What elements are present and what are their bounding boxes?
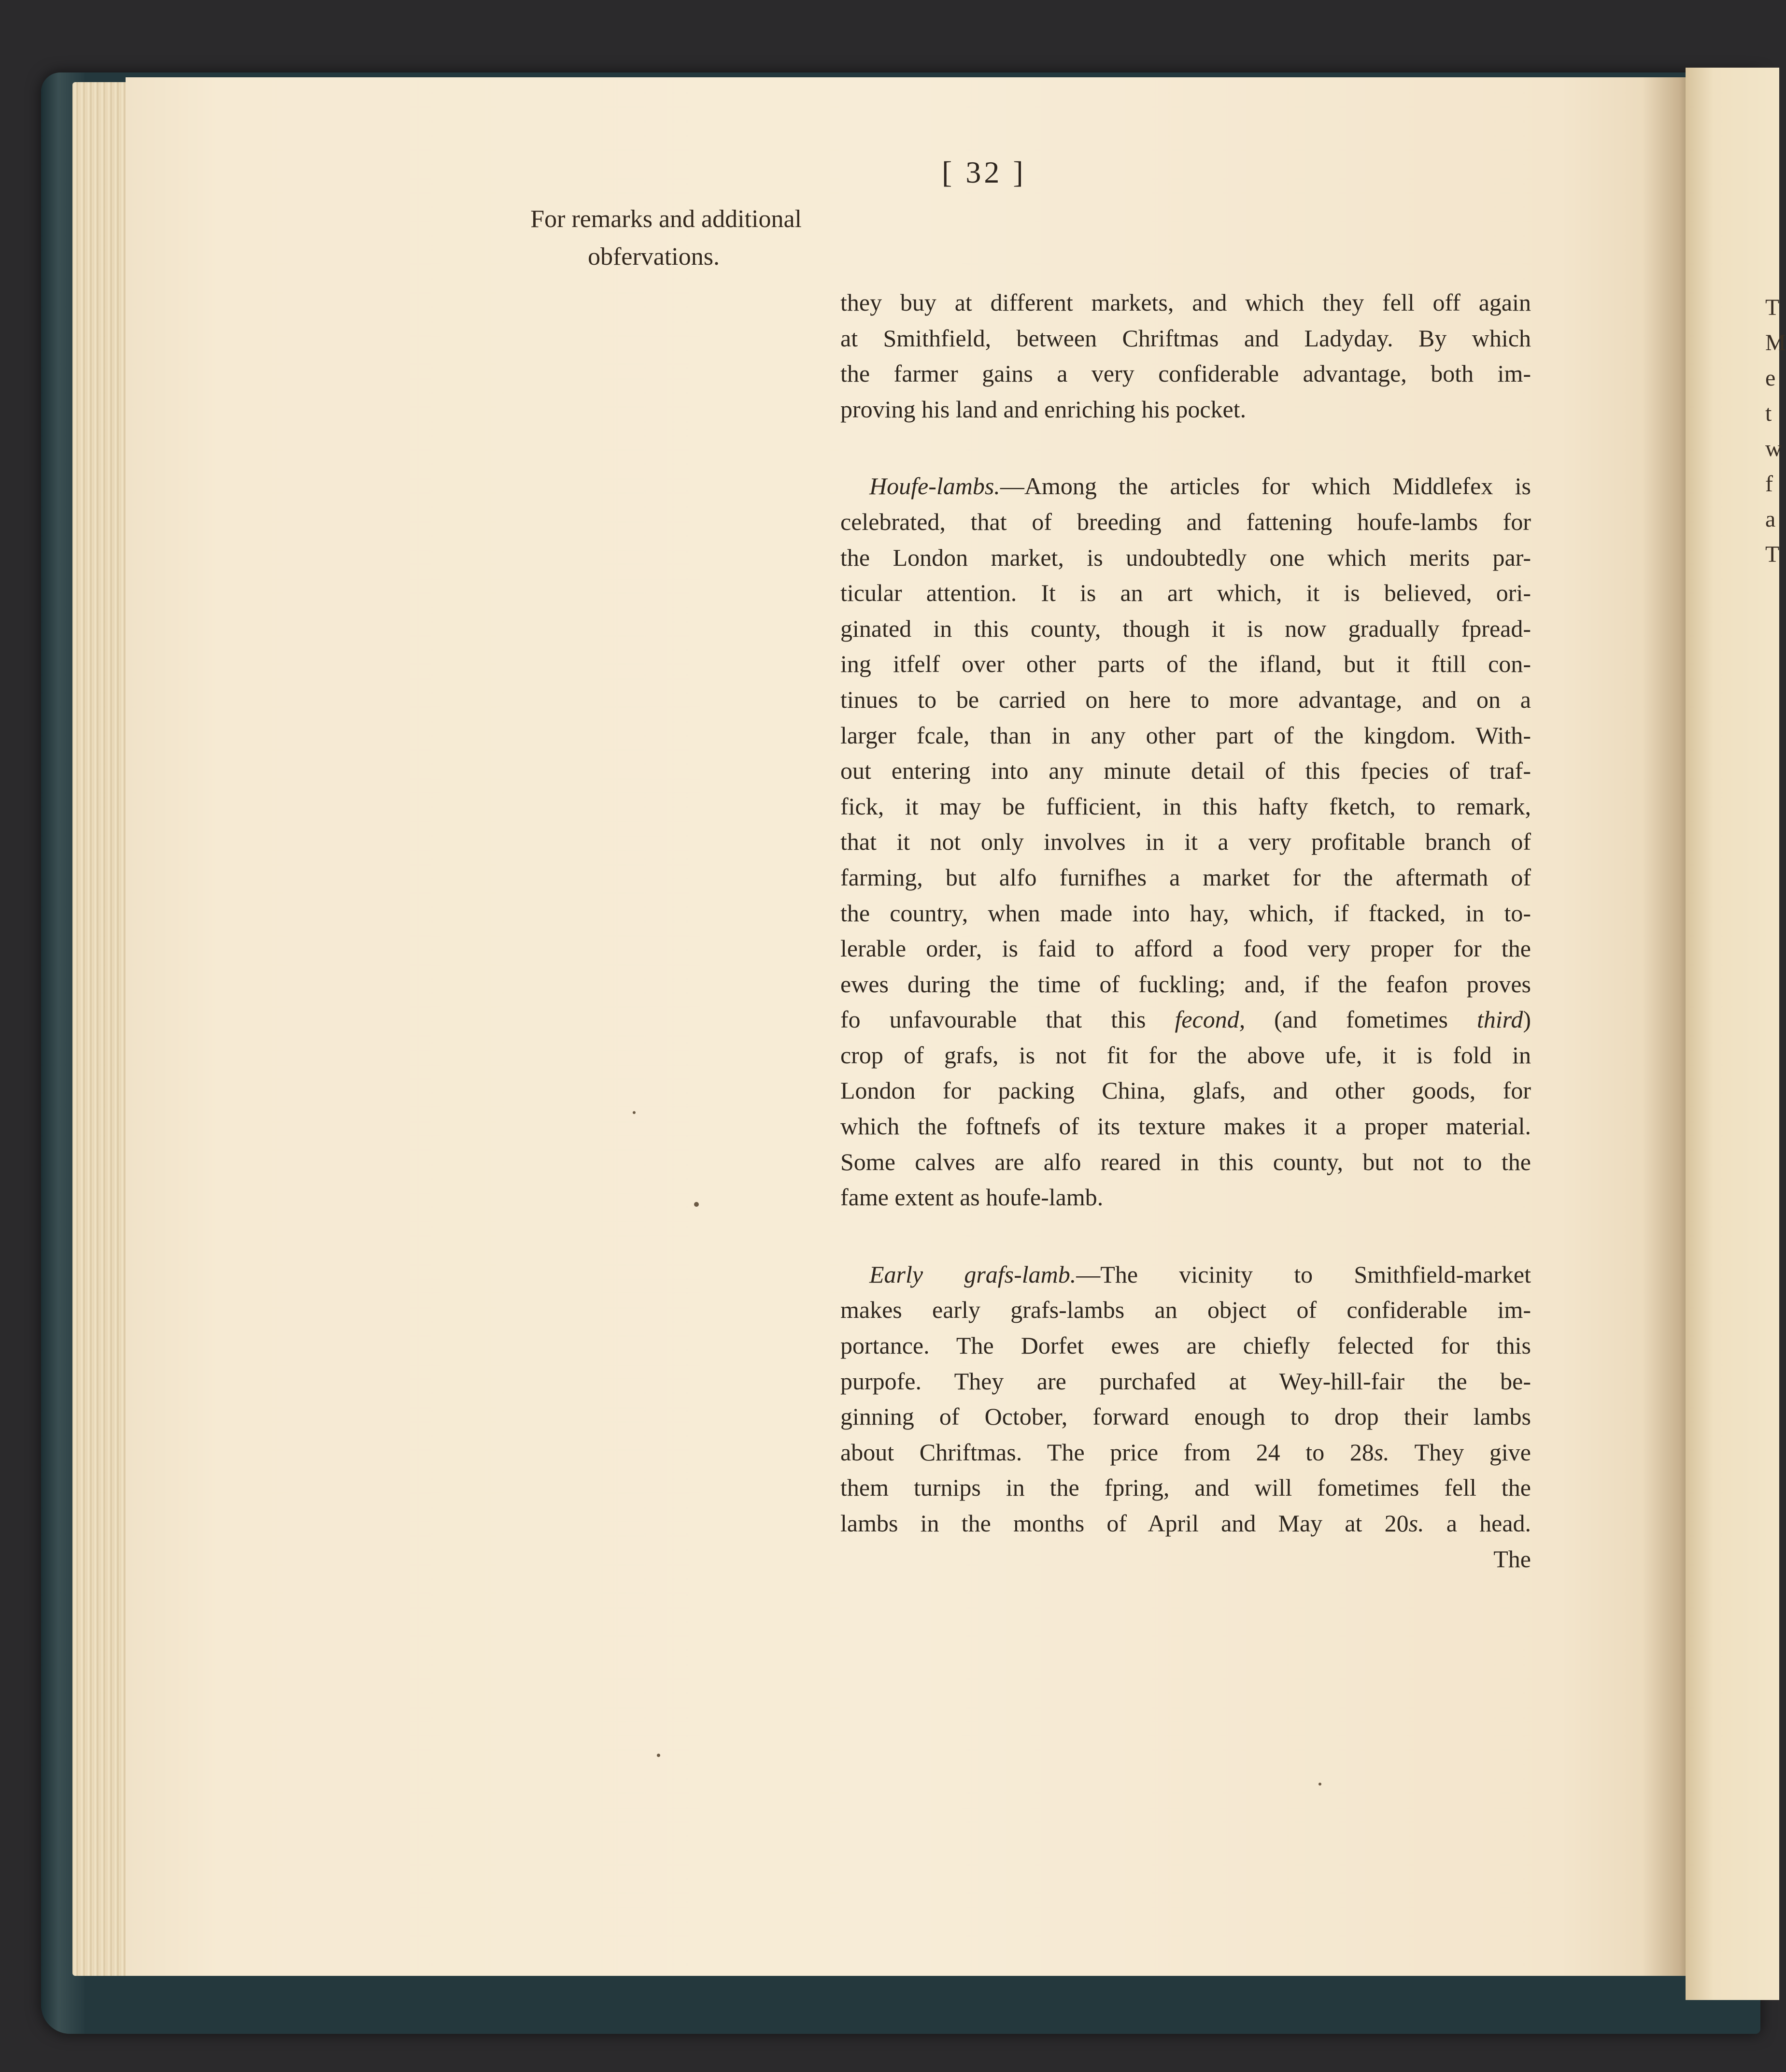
paragraph [840, 469, 1531, 1215]
paper-speck [1318, 1783, 1321, 1786]
text-line: the country, when made into hay, which, if ftacked, in to- [840, 899, 1531, 927]
text-line: they buy at different markets, and which they fell off again [840, 289, 1531, 316]
text-line: Early grafs-lamb.—The vicinity to Smithfield-market [869, 1260, 1531, 1288]
text-line: purpofe. They are purchafed at Wey-hill-fair the be- [840, 1367, 1531, 1395]
text-line: tinues to be carried on here to more advantage, and on a [840, 686, 1531, 713]
paper-speck [633, 1111, 636, 1114]
text-line: farming, but alfo furnifhes a market for the aftermath of [840, 863, 1531, 891]
facing-page-letter: T [1765, 542, 1780, 567]
text-line: London for packing China, glafs, and other goods, for [840, 1077, 1531, 1104]
text-line: Some calves are alfo reared in this county, but not to the [840, 1148, 1531, 1175]
text-line: lambs in the months of April and May at 20s. a head. [840, 1510, 1531, 1537]
section-heading: Houfe-lambs. [869, 472, 1000, 500]
text-line: the London market, is undoubtedly one which merits par- [840, 543, 1531, 571]
text-line: fo unfavourable that this fecond, (and fometimes third) [840, 1006, 1531, 1033]
text-line: larger fcale, than in any other part of the kingdom. With- [840, 721, 1531, 749]
text-line: crop of grafs, is not fit for the above ufe, it is fold in [840, 1041, 1531, 1069]
paper-speck [657, 1754, 660, 1757]
body-text [840, 285, 1531, 1577]
text-line: ewes during the time of fuckling; and, if the feafon proves [840, 970, 1531, 998]
text-line: fame extent as houfe-lamb. [840, 1184, 1104, 1211]
text-line: the farmer gains a very confiderable advantage, both im- [840, 360, 1531, 387]
text-line: which the foftnefs of its texture makes it a proper material. [840, 1113, 1531, 1140]
section-heading: Early grafs-lamb. [869, 1260, 1077, 1288]
margin-note [464, 200, 802, 276]
catchword: The [1493, 1545, 1531, 1572]
text-line: Houfe-lambs.—Among the articles for which Middlefex is [869, 472, 1531, 500]
text-line: ginning of October, forward enough to drop their lambs [840, 1403, 1531, 1430]
text-line: proving his land and enriching his pocket. [840, 395, 1247, 423]
page-number: [ 32 ] [942, 155, 1026, 189]
text-line: lerable order, is faid to afford a food very proper for the [840, 935, 1531, 962]
facing-page-letter: w [1765, 436, 1782, 461]
facing-page-text [1765, 290, 1785, 572]
text-line: makes early grafs-lambs an object of confiderable im- [840, 1296, 1531, 1324]
facing-page-letter: a [1765, 506, 1776, 532]
text-line: about Chriftmas. The price from 24 to 28s. They give [840, 1438, 1531, 1466]
text-line: ticular attention. It is an art which, it is believed, ori- [840, 579, 1531, 607]
text-line: celebrated, that of breeding and fattening houfe-lambs for [840, 508, 1531, 535]
paper-speck [694, 1202, 699, 1207]
text-line: them turnips in the fpring, and will fometimes fell the [840, 1474, 1531, 1501]
paragraph [840, 1257, 1531, 1577]
text-line: ing itfelf over other parts of the ifland, but it ftill con- [840, 650, 1531, 678]
margin-note-line: obfervations. [588, 243, 720, 271]
paragraph [840, 285, 1531, 427]
text-line: fick, it may be fufficient, in this hafty fketch, to remark, [840, 792, 1531, 820]
facing-page-letter: M [1765, 330, 1786, 356]
margin-note-line: For remarks and additional [530, 205, 802, 233]
facing-page-letter: T [1765, 295, 1780, 320]
text-line: that it not only involves in it a very profitable branch of [840, 828, 1531, 856]
facing-page-letter: f [1765, 471, 1773, 497]
text-line: portance. The Dorfet ewes are chiefly felected for this [840, 1332, 1531, 1359]
text-line: at Smithfield, between Chriftmas and Ladyday. By which [840, 324, 1531, 352]
facing-page-letter: e [1765, 365, 1776, 391]
facing-page-letter: t [1765, 400, 1772, 426]
text-line: out entering into any minute detail of this fpecies of traf- [840, 757, 1531, 785]
text-line: ginated in this county, though it is now gradually fpread- [840, 614, 1531, 642]
